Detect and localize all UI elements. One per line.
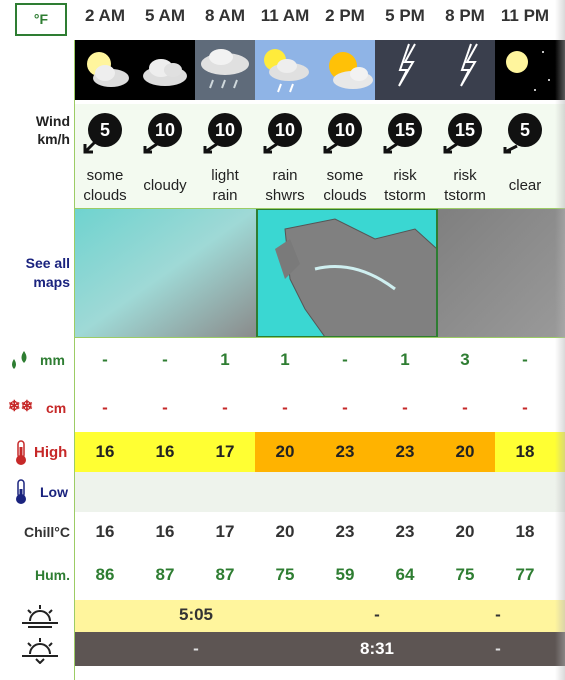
high-temp-value: 17 <box>215 442 235 461</box>
sunrise-icon <box>20 603 60 629</box>
low-temp-row-bg <box>75 472 565 512</box>
high-temp-value: 16 <box>155 442 175 461</box>
condition-line1: light <box>211 167 239 184</box>
sunset-time: - <box>193 639 199 658</box>
weather-map-strip[interactable] <box>75 209 565 337</box>
rain-value: - <box>162 350 168 369</box>
snow-value: - <box>402 398 408 417</box>
wind-label <box>0 112 70 148</box>
high-temp-value: 20 <box>455 442 475 461</box>
cloud-icon <box>135 40 195 100</box>
chill-value: 23 <box>395 522 415 541</box>
wind-direction-icon <box>261 138 279 156</box>
condition-line2: rain <box>212 187 238 204</box>
high-temp-label: High <box>34 444 68 461</box>
wind-cell <box>495 104 555 164</box>
condition-text <box>195 164 255 208</box>
hour-label: 5 AM <box>145 6 185 25</box>
wind-cell <box>195 104 255 164</box>
chill-label: Chill°C <box>23 524 70 540</box>
maps-link-line1: See all <box>25 255 70 271</box>
wind-speed: 5 <box>508 113 542 147</box>
condition-text <box>255 164 315 208</box>
row-divider <box>75 337 565 338</box>
chill-value: 23 <box>335 522 355 541</box>
chill-value: 20 <box>455 522 475 541</box>
wind-direction-icon <box>321 138 339 156</box>
hour-header-row <box>75 0 565 32</box>
rain-value: - <box>342 350 348 369</box>
rain-cloud-icon <box>195 40 255 100</box>
low-temp-label: Low <box>40 484 68 500</box>
hour-label: 11 AM <box>260 6 310 25</box>
maps-link-line2: maps <box>33 274 70 290</box>
rain-value: 1 <box>280 350 290 369</box>
rain-value: - <box>522 350 528 369</box>
chill-value: 16 <box>155 522 175 541</box>
wind-cell <box>315 104 375 164</box>
wind-cell <box>255 104 315 164</box>
hour-label: 2 PM <box>325 6 365 25</box>
condition-line1: some <box>326 167 364 184</box>
temperature-unit-toggle[interactable]: °F <box>15 3 67 36</box>
condition-text <box>435 164 495 208</box>
condition-line1: clear <box>508 177 542 194</box>
snow-value: - <box>162 398 168 417</box>
hour-label: 11 PM <box>500 6 550 25</box>
high-temp-value: 23 <box>335 442 355 461</box>
wind-cell <box>75 104 135 164</box>
wind-direction-icon <box>381 138 399 156</box>
rain-value: - <box>102 350 108 369</box>
chill-value: 20 <box>275 522 295 541</box>
condition-line2: clouds <box>323 187 367 204</box>
chill-value: 17 <box>215 522 235 541</box>
chill-value: 16 <box>95 522 115 541</box>
high-temp-value: 23 <box>395 442 415 461</box>
hour-label: 8 PM <box>445 6 485 25</box>
condition-line2: clouds <box>83 187 127 204</box>
map-panel-blurred <box>75 209 257 337</box>
lightning-icon <box>375 40 435 100</box>
condition-line1: rain <box>272 167 298 184</box>
wind-cell <box>375 104 435 164</box>
high-temp-value: 16 <box>95 442 115 461</box>
rain-drops-icon <box>8 349 34 373</box>
snow-value: - <box>342 398 348 417</box>
rain-value: 3 <box>460 350 470 369</box>
snow-value: - <box>282 398 288 417</box>
moon-cloud-icon <box>75 40 135 100</box>
condition-line1: risk <box>453 167 477 184</box>
condition-line1: risk <box>393 167 417 184</box>
hour-label: 5 PM <box>385 6 425 25</box>
wind-cell <box>135 104 195 164</box>
wind-speed: 10 <box>208 113 242 147</box>
high-temp-value: 20 <box>275 442 295 461</box>
sunrise-time: 5:05 <box>178 605 214 624</box>
hour-label: 8 AM <box>205 6 245 25</box>
sunset-icon <box>20 636 60 664</box>
humidity-value: 87 <box>155 565 175 584</box>
sunset-time: 8:31 <box>359 639 395 658</box>
wind-speed: 5 <box>88 113 122 147</box>
condition-text <box>375 164 435 208</box>
wind-label-line2: km/h <box>37 131 70 147</box>
condition-text <box>495 164 555 208</box>
hour-label: 2 AM <box>85 6 125 25</box>
condition-line2: tstorm <box>384 187 426 204</box>
humidity-value: 59 <box>335 565 355 584</box>
lightning-icon <box>435 40 495 100</box>
condition-text <box>135 164 195 208</box>
rain-value: 1 <box>400 350 410 369</box>
wind-speed: 10 <box>148 113 182 147</box>
sunrise-time: - <box>374 605 380 624</box>
snow-value: - <box>222 398 228 417</box>
sunset-time: - <box>495 639 501 658</box>
wind-label-line1: Wind <box>35 113 70 129</box>
humidity-value: 75 <box>275 565 295 584</box>
wind-direction-icon <box>501 138 519 156</box>
humidity-label: Hum. <box>35 567 70 583</box>
wind-speed: 15 <box>448 113 482 147</box>
wind-direction-icon <box>441 138 459 156</box>
condition-line2: tstorm <box>444 187 486 204</box>
rain-unit-label: mm <box>40 352 65 368</box>
condition-text <box>315 164 375 208</box>
wind-speed: 10 <box>268 113 302 147</box>
humidity-value: 77 <box>515 565 535 584</box>
humidity-value: 86 <box>95 565 115 584</box>
snow-unit-label: cm <box>46 400 67 416</box>
snowflake-icon: ❄❄ <box>8 398 34 415</box>
wind-cell <box>435 104 495 164</box>
wind-direction-icon <box>201 138 219 156</box>
scroll-fade-edge <box>555 0 565 680</box>
map-panel-blurred <box>437 209 565 337</box>
wind-direction-icon <box>81 138 99 156</box>
humidity-value: 87 <box>215 565 235 584</box>
sun-cloud-icon <box>315 40 375 100</box>
high-temp-value: 18 <box>515 442 535 461</box>
chill-value: 18 <box>515 522 535 541</box>
condition-line1: cloudy <box>143 177 187 194</box>
wind-speed: 15 <box>388 113 422 147</box>
sun-rain-cloud-icon <box>255 40 315 100</box>
condition-text <box>75 164 135 208</box>
see-all-maps-link[interactable] <box>0 254 70 292</box>
humidity-value: 64 <box>395 565 415 584</box>
thermometer-cold-icon <box>14 479 28 505</box>
wind-speed: 10 <box>328 113 362 147</box>
humidity-value: 75 <box>455 565 475 584</box>
thermometer-hot-icon <box>14 440 28 466</box>
snow-value: - <box>462 398 468 417</box>
snow-value: - <box>102 398 108 417</box>
condition-line1: some <box>86 167 124 184</box>
rain-value: 1 <box>220 350 230 369</box>
wind-direction-icon <box>141 138 159 156</box>
condition-line2: shwrs <box>265 187 305 204</box>
sunrise-time: - <box>495 605 501 624</box>
snow-value: - <box>522 398 528 417</box>
